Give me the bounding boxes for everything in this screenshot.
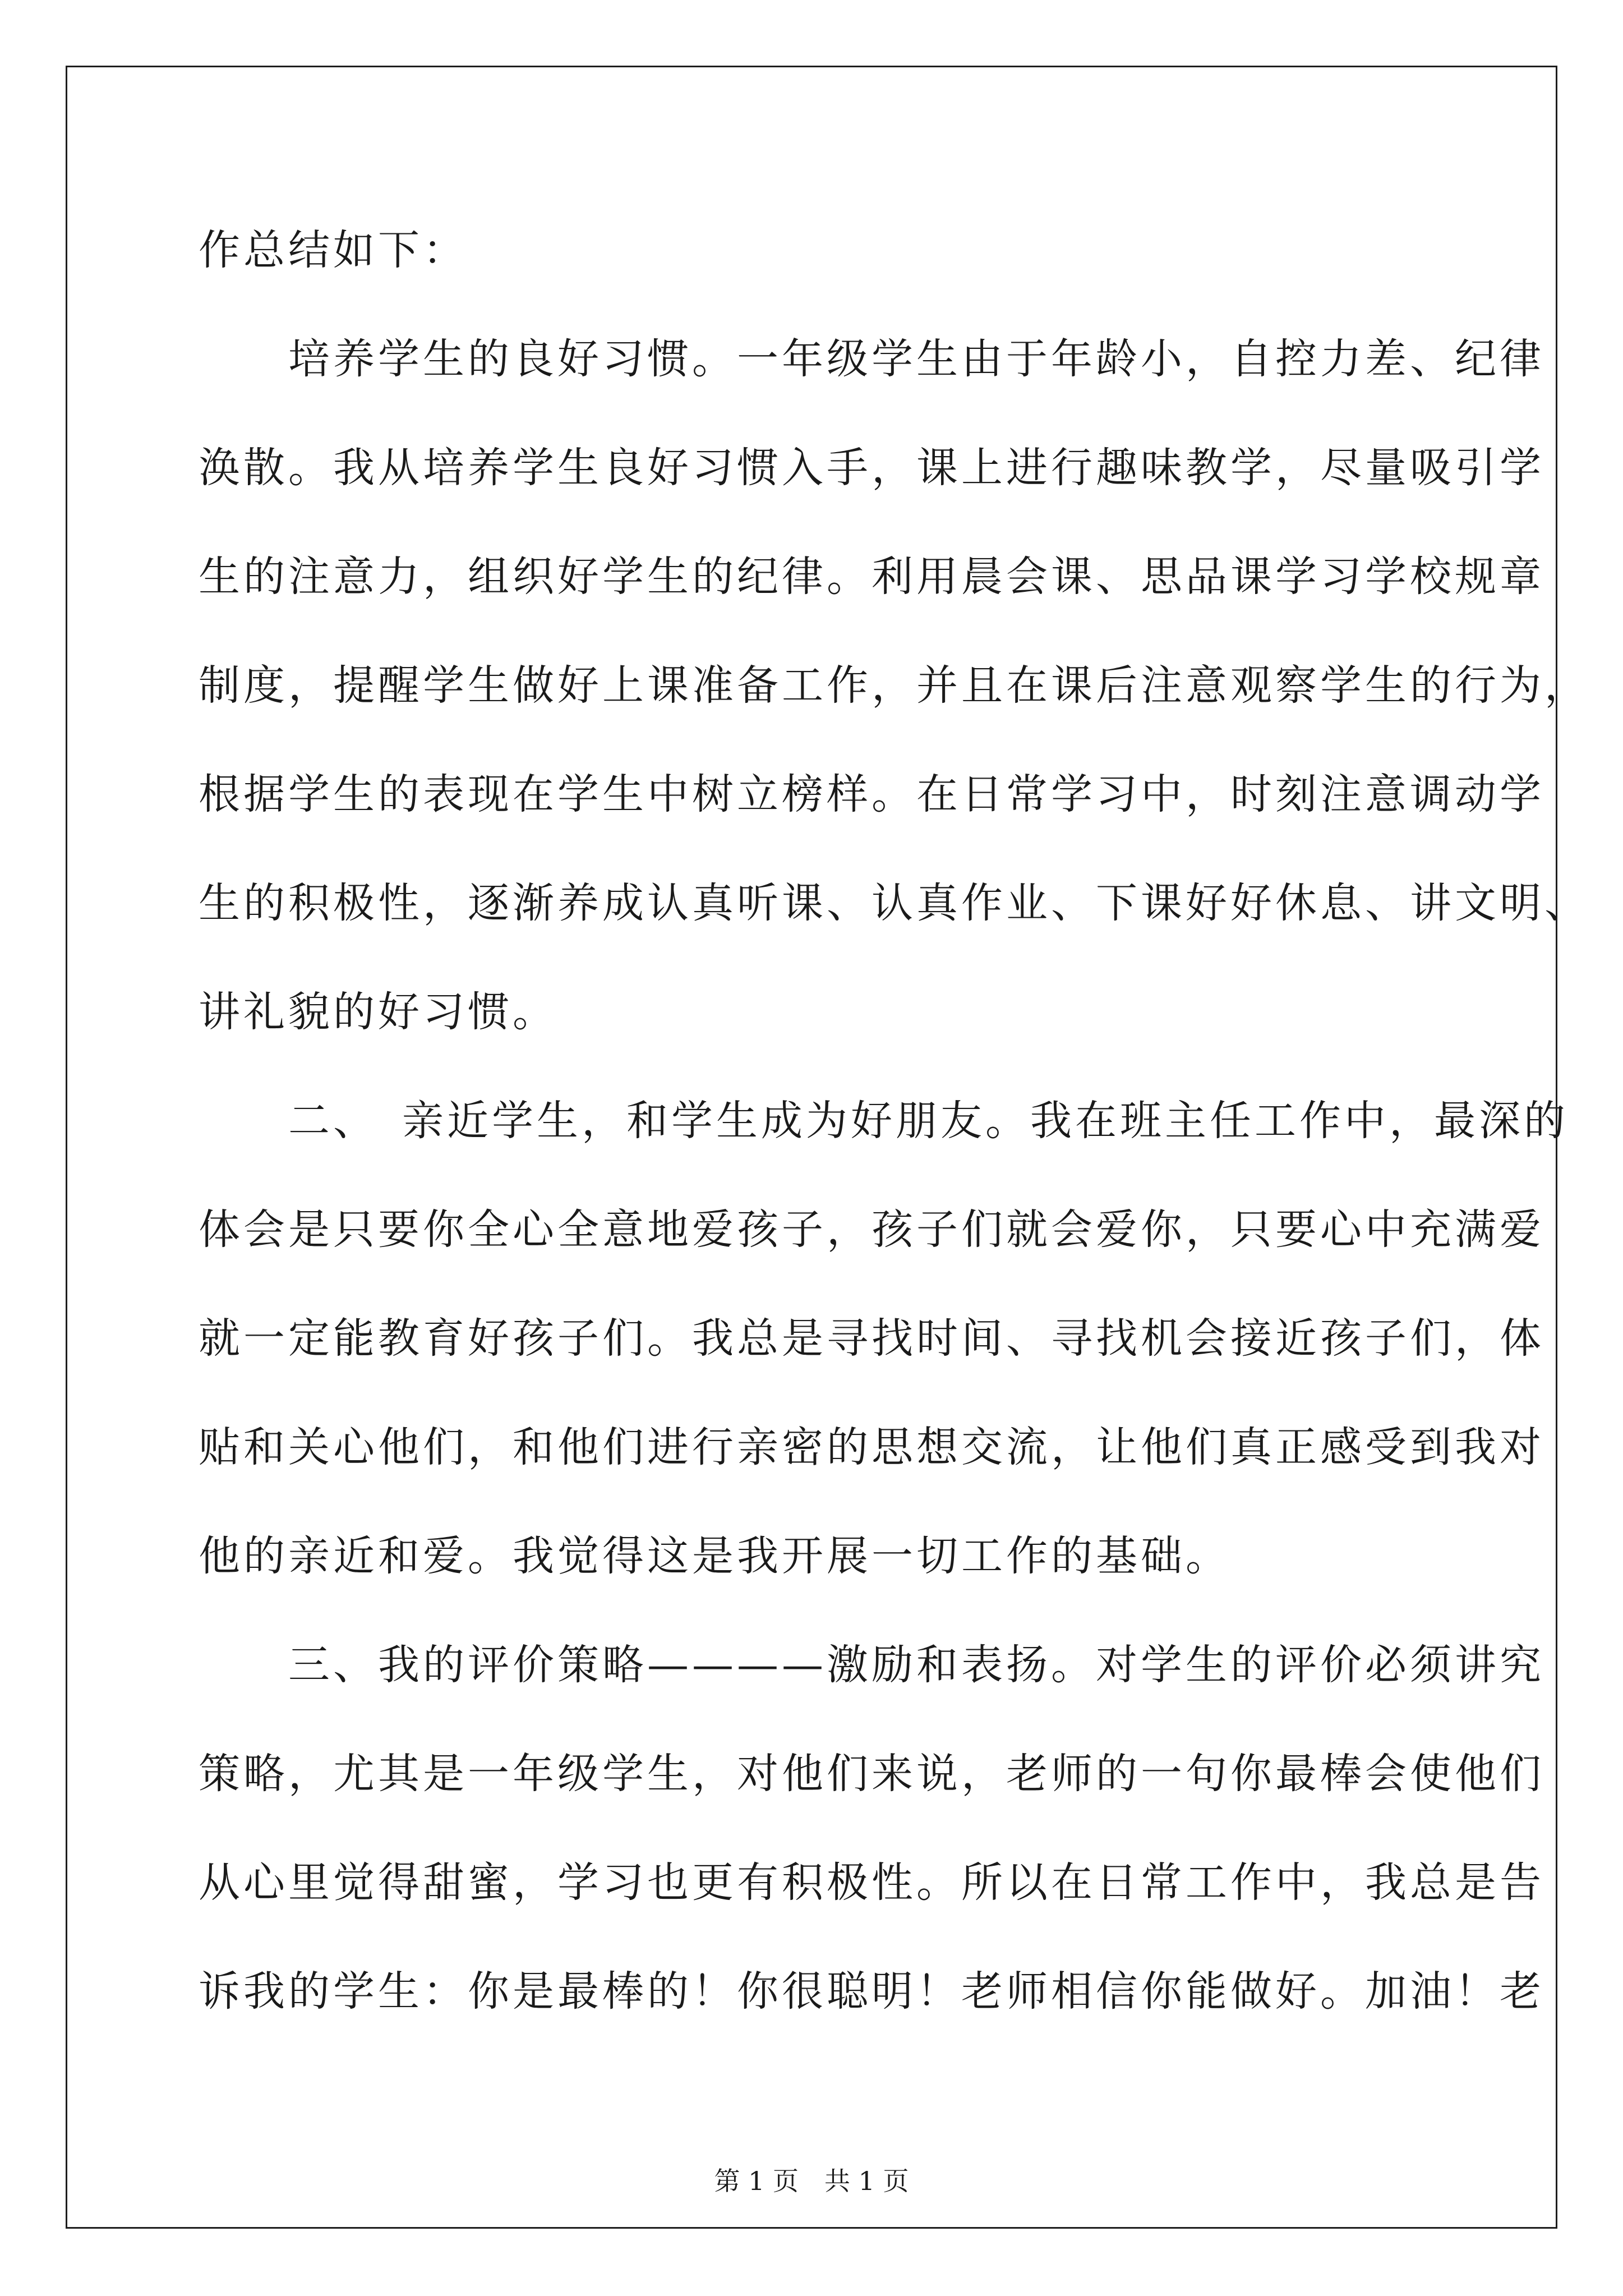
text-line: 二、 亲近学生，和学生成为好朋友。我在班主任工作中，最深的 xyxy=(199,1097,1569,1145)
document-body xyxy=(199,209,1589,2059)
text-line: 制度，提醒学生做好上课准备工作，并且在课后注意观察学生的行为， xyxy=(199,661,1589,710)
text-line: 培养学生的良好习惯。一年级学生由于年龄小，自控力差、纪律 xyxy=(199,335,1544,383)
text-line: 涣散。我从培养学生良好习惯入手，课上进行趣味教学，尽量吸引学 xyxy=(199,444,1544,492)
text-line: 从心里觉得甜蜜，学习也更有积极性。所以在日常工作中，我总是告 xyxy=(199,1858,1544,1907)
text-line: 就一定能教育好孩子们。我总是寻找时间、寻找机会接近孩子们，体 xyxy=(199,1314,1544,1363)
text-line: 根据学生的表现在学生中树立榜样。在日常学习中，时刻注意调动学 xyxy=(199,770,1544,818)
text-line: 生的积极性，逐渐养成认真听课、认真作业、下课好好休息、讲文明、 xyxy=(199,879,1589,927)
text-line: 贴和关心他们，和他们进行亲密的思想交流，让他们真正感受到我对 xyxy=(199,1423,1544,1471)
text-line: 诉我的学生：你是最棒的！你很聪明！老师相信你能做好。加油！老 xyxy=(199,1967,1544,2016)
text-line: 生的注意力，组织好学生的纪律。利用晨会课、思品课学习学校规章 xyxy=(199,553,1544,601)
text-line: 作总结如下： xyxy=(199,226,468,274)
text-line: 三、我的评价策略————激励和表扬。对学生的评价必须讲究 xyxy=(199,1641,1544,1689)
text-line: 他的亲近和爱。我觉得这是我开展一切工作的基础。 xyxy=(199,1532,1230,1580)
page-footer: 第 1 页 共 1 页 xyxy=(714,2166,909,2196)
text-line: 体会是只要你全心全意地爱孩子，孩子们就会爱你，只要心中充满爱 xyxy=(199,1205,1544,1254)
text-line: 讲礼貌的好习惯。 xyxy=(199,988,557,1036)
text-line: 策略，尤其是一年级学生，对他们来说，老师的一句你最棒会使他们 xyxy=(199,1750,1544,1798)
